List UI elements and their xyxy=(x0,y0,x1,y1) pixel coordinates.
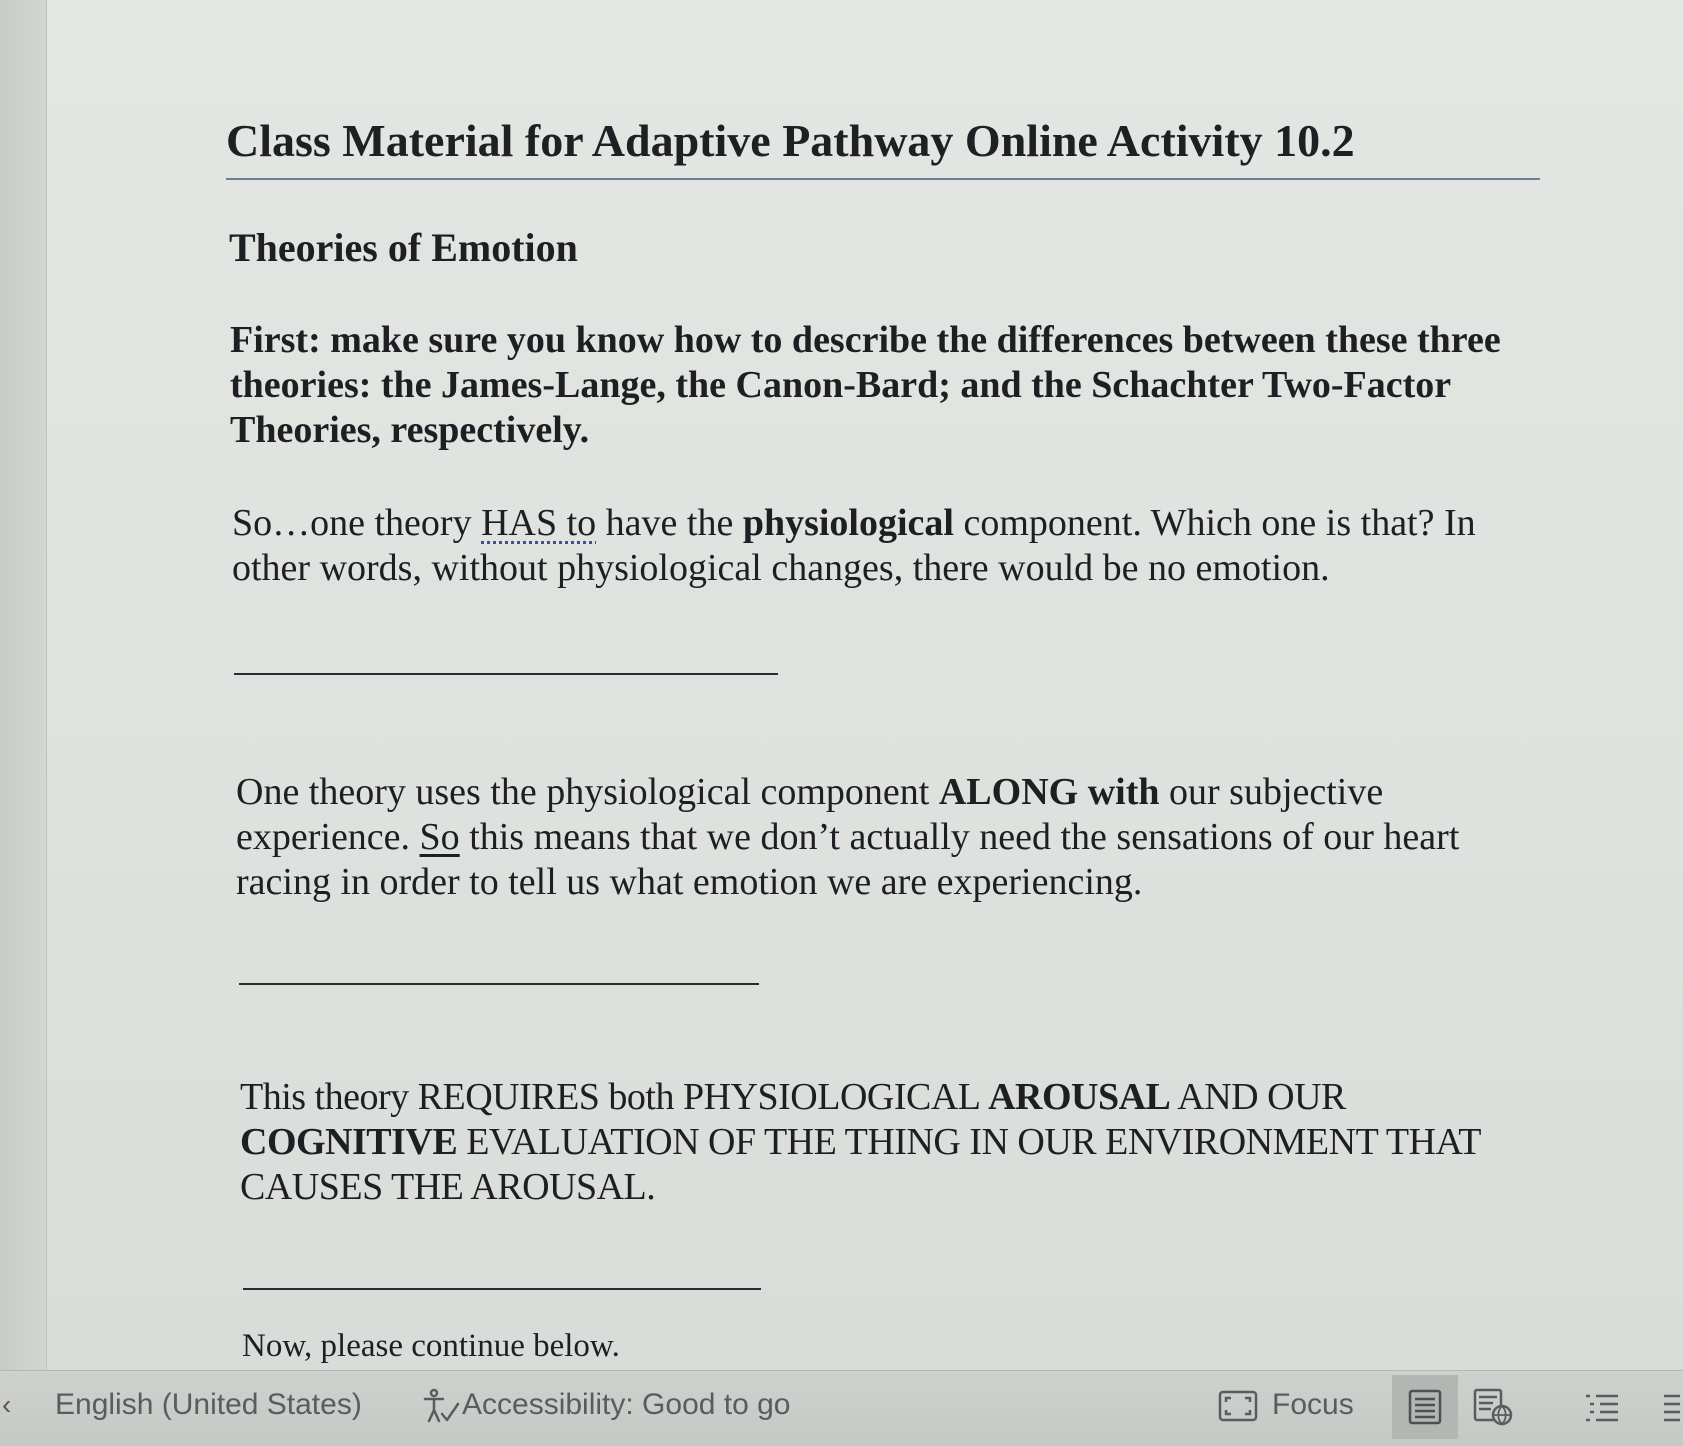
q3-text-3: AND OUR xyxy=(1170,1076,1346,1118)
q3-bold-cognitive: COGNITIVE xyxy=(240,1121,458,1163)
language-indicator[interactable]: English (United States) xyxy=(55,1388,362,1421)
question-2-paragraph xyxy=(236,770,1556,905)
section-heading: Theories of Emotion xyxy=(229,225,578,270)
q1-text-3: have the xyxy=(596,502,743,544)
outline-icon xyxy=(1584,1391,1620,1423)
q3-text-5: EVALUATION OF THE THING IN OUR ENVIRONMENT THAT CAUSES THE AROUSAL. xyxy=(240,1121,1481,1208)
draft-icon xyxy=(1660,1391,1680,1423)
q2-bold-along-with: ALONG with xyxy=(938,771,1160,813)
focus-label: Focus xyxy=(1272,1388,1354,1421)
instructions-paragraph: First: make sure you know how to describe the differences between these three theories: the James-Lange, the Canon-Bard; and the Schachter Two-Factor Theories, respectively. xyxy=(230,319,1501,451)
focus-icon xyxy=(1218,1389,1258,1423)
answer-line-3[interactable] xyxy=(243,1288,761,1290)
outline-view-button[interactable] xyxy=(1569,1375,1635,1439)
web-layout-button[interactable] xyxy=(1460,1375,1526,1439)
document-title: Class Material for Adaptive Pathway Online Activity 10.2 xyxy=(226,112,1540,180)
q3-bold-arousal: AROUSAL xyxy=(988,1076,1171,1118)
q1-text-1: So…one theory xyxy=(232,502,482,544)
q1-grammar-flag[interactable]: HAS to xyxy=(481,502,597,544)
q2-text-5: this means that we don’t actually need the sensations of our heart racing in order to tell us what emotion we are experiencing. xyxy=(236,816,1460,903)
accessibility-icon xyxy=(420,1386,460,1426)
web-layout-icon xyxy=(1473,1388,1513,1426)
q1-bold-physiological: physiological xyxy=(742,502,954,544)
q2-text-1: One theory uses the physiological component xyxy=(236,771,939,813)
q2-underlined-so: So xyxy=(419,816,460,858)
question-1-paragraph xyxy=(232,501,1552,591)
q2-text-3: our subjective experience. xyxy=(236,771,1384,858)
q3-text-1: This theory REQUIRES both PHYSIOLOGICAL xyxy=(240,1076,989,1118)
answer-line-1[interactable] xyxy=(234,673,778,675)
page-left-gutter xyxy=(0,0,47,1370)
question-3-paragraph xyxy=(240,1075,1560,1210)
accessibility-status[interactable] xyxy=(420,1385,791,1426)
print-layout-icon xyxy=(1408,1389,1442,1425)
print-layout-button[interactable] xyxy=(1392,1375,1458,1439)
q1-text-5: component. Which one is that? In other words, without physiological changes, there would be no emotion. xyxy=(232,502,1476,589)
accessibility-label: Accessibility: Good to go xyxy=(462,1388,791,1421)
focus-button[interactable] xyxy=(1218,1385,1354,1425)
draft-view-button[interactable] xyxy=(1660,1375,1683,1439)
continue-text: Now, please continue below. xyxy=(242,1328,620,1364)
chevron-left-icon[interactable]: ‹ xyxy=(2,1389,12,1420)
answer-line-2[interactable] xyxy=(239,983,759,985)
status-bar xyxy=(0,1370,1683,1446)
